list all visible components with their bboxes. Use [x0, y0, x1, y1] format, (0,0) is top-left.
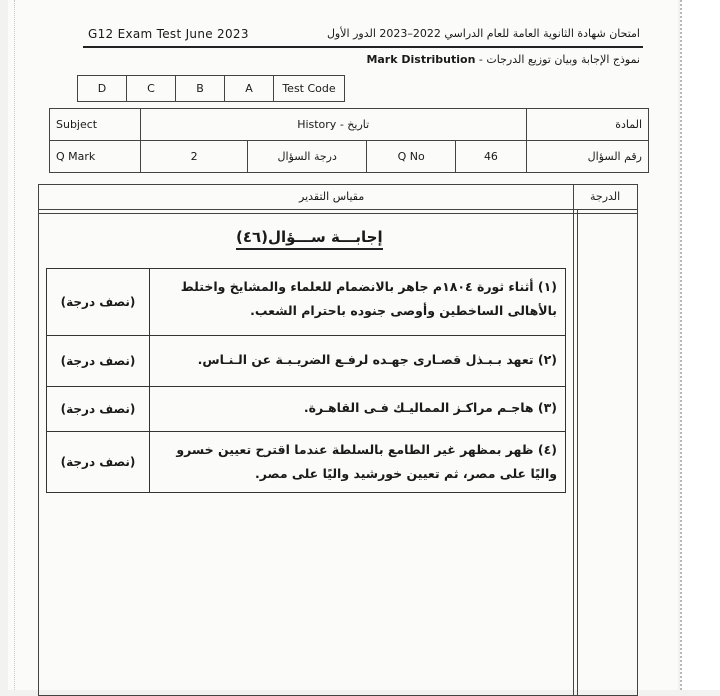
- test-code-label: Test Code: [274, 76, 345, 102]
- header-divider: [83, 46, 643, 48]
- scale-header-line: [39, 209, 637, 210]
- page-edge: [680, 0, 720, 690]
- qno-value: 46: [456, 141, 526, 173]
- answer-row: [46, 387, 566, 432]
- qno-label-en: Q No: [367, 141, 456, 173]
- answer-mark: (نصف درجة): [47, 387, 150, 431]
- subtitle: [366, 53, 640, 66]
- answer-row: [46, 432, 566, 493]
- answer-mark: (نصف درجة): [47, 269, 150, 335]
- answer-text: (٤) ظهر بمظهر غير الطامع بالسلطة عندما اقترح تعيين خسرو واليًا على مصر، ثم تعيين خورشيد واليًا على مصر.: [176, 442, 557, 481]
- grade-column-line-2: [577, 209, 578, 695]
- qmark-label-en: Q Mark: [50, 141, 141, 173]
- subject-label-ar: المادة: [526, 109, 648, 141]
- code-option-a: A: [225, 76, 274, 102]
- subtitle-en: Mark Distribution: [366, 53, 476, 66]
- subject-value: History - تاريخ: [140, 109, 526, 141]
- code-option-c: C: [127, 76, 176, 102]
- answer-row: [46, 268, 566, 336]
- answer-text: (٢) تعهد بـبـذل قصـارى جهـده لرفـع الضريـبـة عن الـنـاس.: [197, 352, 557, 367]
- answer-row: [46, 336, 566, 387]
- subtitle-ar: نموذج الإجابة وبيان توزيع الدرجات -: [478, 53, 640, 66]
- exam-title-en: G12 Exam Test June 2023: [88, 27, 249, 41]
- answers-table: [46, 268, 566, 493]
- grade-title: الدرجة: [590, 190, 621, 203]
- answer-text: (١) أثناء ثورة ١٨٠٤م جاهر بالانضمام للعلماء والمشايخ واختلط بالأهالى الساخطين وأوصى جنوده باحترام الشعب.: [180, 279, 557, 318]
- qno-label-ar: رقم السؤال: [526, 141, 648, 173]
- exam-page: [8, 0, 678, 690]
- test-code-table: [77, 75, 345, 102]
- answer-text: (٣) هاجـم مراكـز المماليـك فـى القاهـرة.: [303, 400, 557, 415]
- answer-mark: (نصف درجة): [47, 336, 150, 386]
- info-table: [49, 108, 649, 173]
- grade-column-line: [573, 185, 574, 695]
- qmark-value: 2: [140, 141, 248, 173]
- left-border: [8, 0, 15, 690]
- exam-title-ar: امتحان شهادة الثانوية العامة للعام الدراسي 2022–2023 الدور الأول: [326, 27, 640, 40]
- answer-heading: إجابـــة ســـؤال(٤٦): [236, 228, 383, 250]
- code-option-d: D: [78, 76, 127, 102]
- scale-title: مقياس التقدير: [299, 190, 365, 203]
- answer-mark: (نصف درجة): [47, 432, 150, 492]
- qmark-label-ar: درجة السؤال: [248, 141, 367, 173]
- subject-label-en: Subject: [50, 109, 141, 141]
- scale-header-line-2: [39, 213, 637, 214]
- code-option-b: B: [176, 76, 225, 102]
